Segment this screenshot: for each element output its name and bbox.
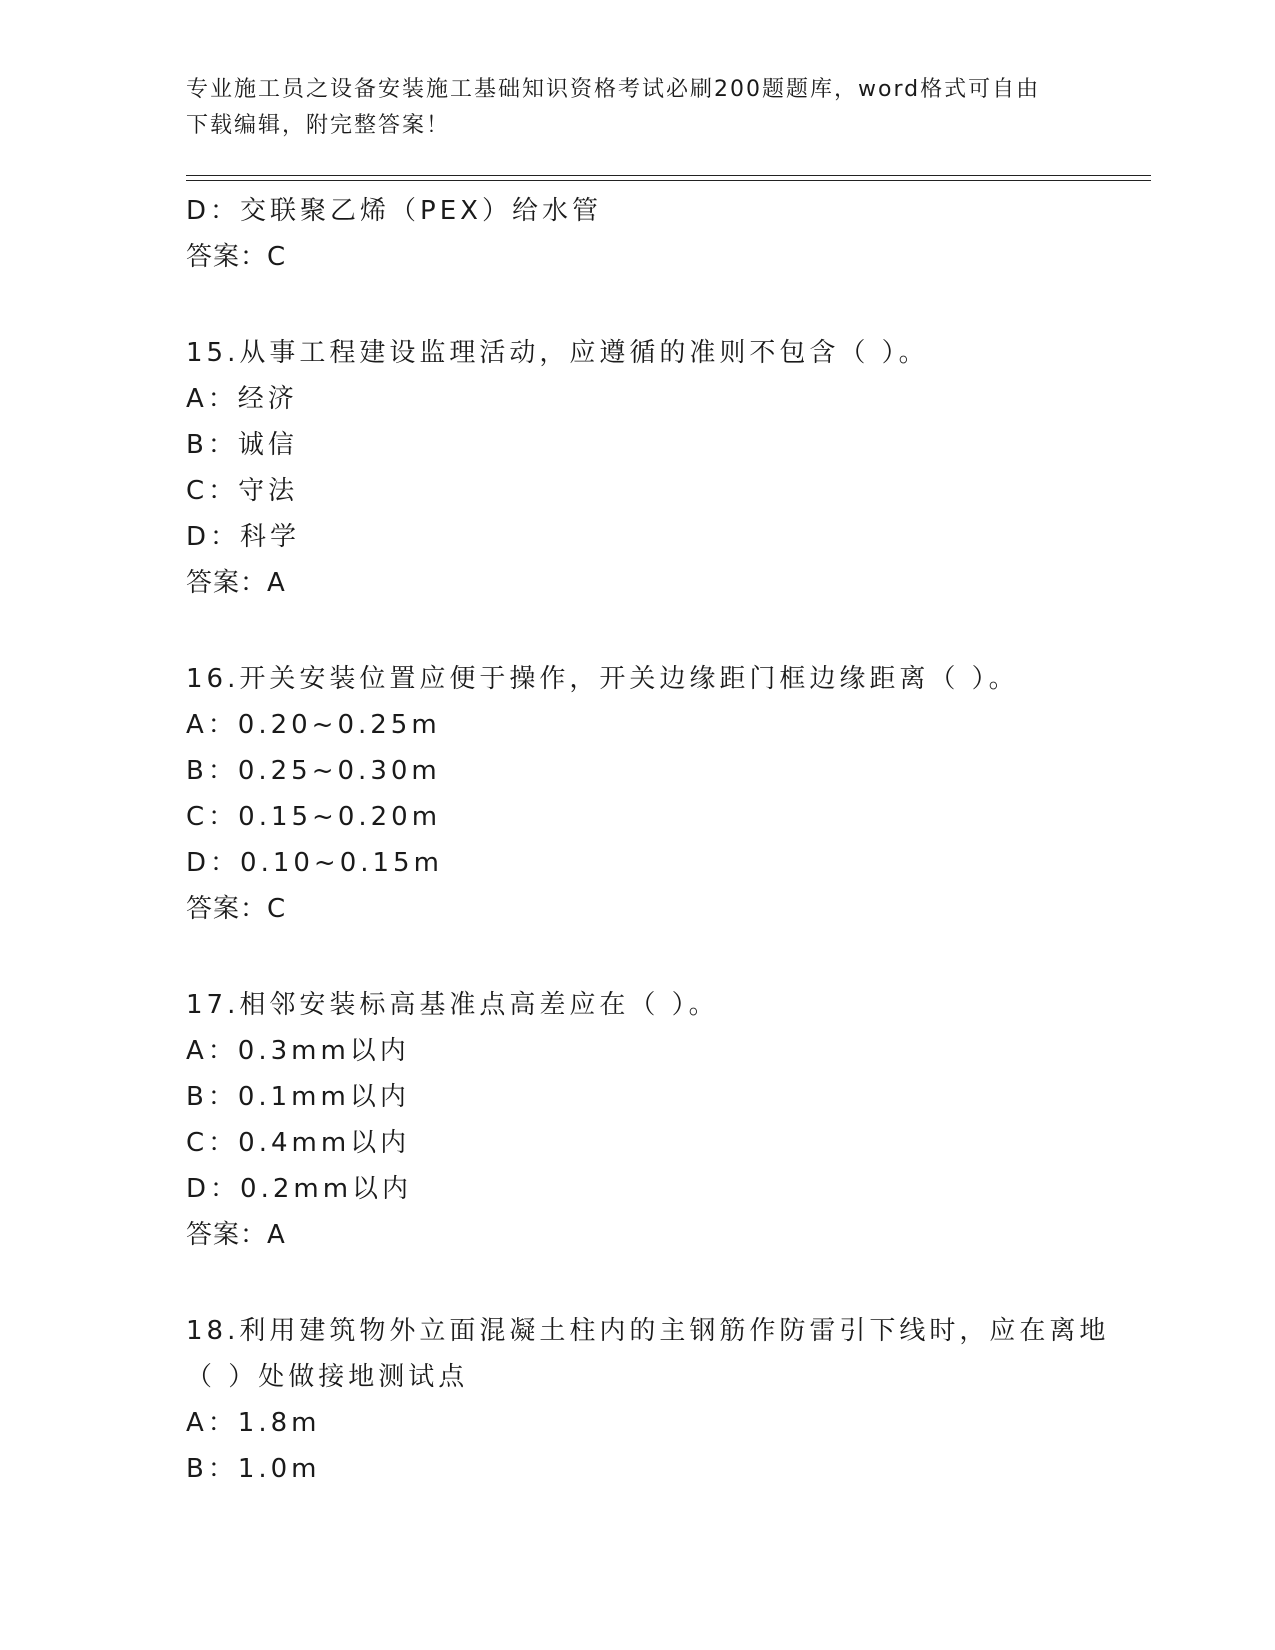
option-d: D：0.10~0.15m: [186, 848, 443, 878]
option-a: A：1.8m: [186, 1408, 321, 1438]
question-title-line-2: （ ）处做接地测试点: [186, 1362, 469, 1392]
spacer: [186, 606, 1151, 656]
question-15: [186, 330, 1151, 606]
option-d: D：交联聚乙烯（PEX）给水管: [186, 196, 602, 226]
option-c: C：守法: [186, 476, 299, 506]
option-b: B：0.25~0.30m: [186, 756, 441, 786]
answer-line: 答案：A: [186, 568, 286, 598]
document-header: [186, 72, 1066, 144]
option-b: B：0.1mm以内: [186, 1082, 410, 1112]
question-18: [186, 1308, 1151, 1492]
spacer: [186, 932, 1151, 982]
option-b: B：1.0m: [186, 1454, 321, 1484]
option-c: C：0.15~0.20m: [186, 802, 442, 832]
spacer: [186, 280, 1151, 330]
answer-line: 答案：A: [186, 1220, 286, 1250]
option-d: D：0.2mm以内: [186, 1174, 413, 1204]
header-line-2: 下载编辑，附完整答案！: [186, 113, 451, 138]
question-list: [186, 188, 1151, 1492]
option-a: A：0.3mm以内: [186, 1036, 410, 1066]
answer-line: 答案：C: [186, 242, 287, 272]
option-a: A：0.20~0.25m: [186, 710, 441, 740]
header-line-1: 专业施工员之设备安装施工基础知识资格考试必刷200题题库，word格式可自由: [186, 77, 1041, 102]
answer-line: 答案：C: [186, 894, 287, 924]
spacer: [186, 1258, 1151, 1308]
option-c: C：0.4mm以内: [186, 1128, 411, 1158]
question-16: [186, 656, 1151, 932]
option-a: A：经济: [186, 384, 298, 414]
question-title-line-1: 18.利用建筑物外立面混凝土柱内的主钢筋作防雷引下线时，应在离地: [186, 1316, 1110, 1346]
option-d: D：科学: [186, 522, 301, 552]
header-divider-top: [186, 175, 1151, 176]
question-17: [186, 982, 1151, 1258]
question-title: 17.相邻安装标高基准点高差应在（ ）。: [186, 990, 719, 1020]
option-b: B：诚信: [186, 430, 298, 460]
question-title: 16.开关安装位置应便于操作，开关边缘距门框边缘距离（ ）。: [186, 664, 1019, 694]
question-title: 15.从事工程建设监理活动，应遵循的准则不包含（ ）。: [186, 338, 929, 368]
header-divider-bottom: [186, 180, 1151, 181]
question-14-tail: [186, 188, 1151, 280]
